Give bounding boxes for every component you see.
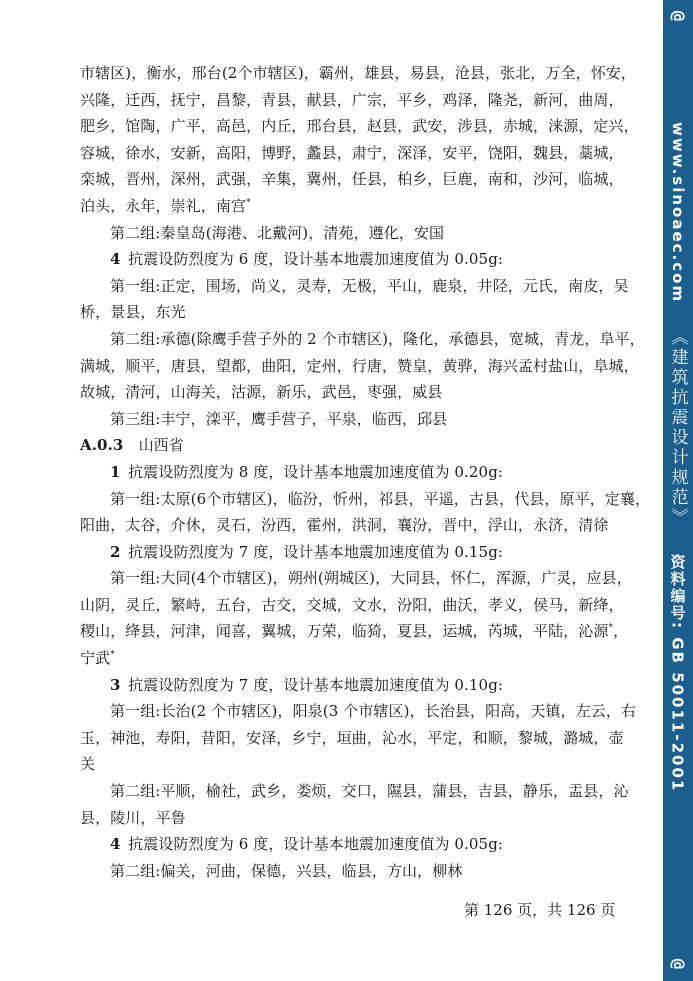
line-text: 抗震设防烈度为 7 度，设计基本地震加速度值为 0.10g: — [128, 675, 504, 694]
text-line — [80, 87, 624, 114]
line-text: 阳曲，太谷，介休，灵石，汾西，霍州，洪洞，襄汾，晋中，浮山，永济，清徐 — [80, 516, 609, 535]
line-text: 泊头，永年，崇礼，南宫 — [80, 196, 247, 215]
item-number: 3 — [110, 675, 121, 694]
text-line — [80, 539, 616, 566]
line-text: 兴隆，迁西，抚宁，昌黎，青县，献县，广宗，平乡，鸡泽，隆尧，新河，曲周， — [80, 90, 624, 109]
line-tail: ， — [613, 622, 629, 641]
document-title: 《建筑抗震设计规范》 — [667, 328, 688, 528]
item-number: A.0.3 — [80, 436, 124, 455]
line-text: 桥，景县，东光 — [80, 303, 186, 322]
line-text: 第二组:秦皇岛(海港、北戴河)，清苑，遵化，安国 — [110, 223, 445, 242]
text-line — [80, 166, 624, 193]
text-line — [80, 193, 616, 220]
item-number: 4 — [110, 250, 121, 269]
text-line — [80, 113, 639, 140]
line-text: 满城，顺平，唐县，望都，曲阳，定州，行唐，赞皇，黄骅，海兴孟村盐山，阜城， — [80, 356, 639, 375]
line-text: 第一组:长治(2 个市辖区)，阳泉(3 个市辖区)，长治县，阳高，天镇，左云，右 — [110, 702, 637, 721]
line-text: 肥乡，馆陶，广平，高邑，内丘，邢台县，赵县，武安，涉县，赤城，涞源，定兴， — [80, 117, 639, 136]
text-line — [80, 60, 637, 87]
text-line — [80, 725, 624, 752]
line-text: 第二组:平顺，榆社，武乡，娄烦，交口，隰县，蒲县，吉县，静乐，盂县，沁 — [110, 782, 629, 801]
page-number: 第 126 页，共 126 页 — [464, 901, 616, 919]
text-line — [80, 140, 624, 167]
line-text: 第二组:承德(除鹰手营子外的 2 个市辖区)，隆化，承德县，宽城，青龙，阜平， — [110, 329, 645, 348]
line-text: 关 — [80, 755, 96, 774]
line-text: 第二组:偏关，河曲，保德，兴县，临县，方山，柳林 — [110, 861, 463, 880]
line-text: 故城，清河，山海关，沽源，新乐，武邑，枣强，威县 — [80, 383, 443, 402]
item-number: 1 — [110, 462, 121, 481]
line-text: 第一组:太原(6个市辖区)，临汾，忻州，祁县，平遥，古县，代县，原平，定襄， — [110, 489, 651, 508]
section-heading — [80, 432, 616, 459]
text-line — [80, 273, 629, 300]
at-sign-top: @ — [668, 10, 688, 22]
item-number: 2 — [110, 542, 121, 561]
text-line — [80, 565, 632, 592]
line-text: 稷山，绛县，河津，闻喜，翼城，万荣，临猗，夏县，运城，芮城，平陆，沁源 — [80, 622, 609, 641]
text-line — [80, 672, 616, 699]
text-line — [80, 805, 616, 832]
line-text: 抗震设防烈度为 6 度，设计基本地震加速度值为 0.05g: — [128, 250, 504, 269]
text-line — [80, 858, 616, 885]
text-line — [80, 698, 637, 725]
line-text: 山阴，灵丘，繁峙，五台，古交，交城，文水，汾阳，曲沃，孝义，侯马，新绛， — [80, 595, 624, 614]
text-line — [80, 406, 616, 433]
text-line — [80, 751, 616, 778]
text-line — [80, 326, 645, 353]
document-body — [80, 60, 651, 884]
line-text: 宁武 — [80, 649, 111, 668]
text-line — [80, 778, 629, 805]
footnote-mark: * — [608, 623, 614, 634]
footnote-mark: * — [246, 197, 251, 208]
text-line — [80, 486, 651, 513]
line-text: 栾城，晋州，深州，武强，辛集，冀州，任县，柏乡，巨鹿，南和，沙河，临城， — [80, 170, 624, 189]
website-url[interactable]: www.sinoaec.com — [669, 122, 687, 304]
text-line — [80, 353, 639, 380]
line-text: 抗震设防烈度为 6 度，设计基本地震加速度值为 0.05g: — [128, 835, 504, 854]
line-text: 容城，徐水，安新，高阳，博野，蠡县，肃宁，深泽，安平，饶阳，魏县，藁城， — [80, 143, 624, 162]
footnote-mark: * — [110, 650, 115, 661]
text-line — [80, 246, 616, 273]
item-number: 4 — [110, 835, 121, 854]
line-text: 第一组:大同(4个市辖区)，朔州(朔城区)，大同县，怀仁，浑源，广灵，应县， — [110, 569, 632, 588]
line-text: 山西省 — [138, 436, 184, 455]
text-line — [80, 831, 616, 858]
text-line — [80, 379, 616, 406]
text-line — [80, 645, 616, 672]
line-text: 市辖区)，衡水，邢台(2个市辖区)，霸州，雄县，易县，沧县，张北，万全，怀安， — [80, 64, 637, 82]
line-text: 第三组:丰宁，滦平，鹰手营子，平泉，临西，邱县 — [110, 409, 448, 428]
text-line — [80, 512, 616, 539]
line-text: 县，陵川，平鲁 — [80, 808, 186, 827]
text-line — [80, 220, 616, 247]
line-text: 抗震设防烈度为 8 度，设计基本地震加速度值为 0.20g: — [128, 462, 504, 481]
line-text: 玉，神池，寿阳，昔阳，安泽，乡宁，垣曲，沁水，平定，和顺，黎城，潞城，壶 — [80, 728, 624, 747]
text-line — [80, 299, 616, 326]
line-text: 第一组:正定，围场，尚义，灵寿，无极，平山，鹿泉，井陉，元氏，南皮，吴 — [110, 276, 629, 295]
text-line — [80, 459, 616, 486]
text-line — [80, 618, 629, 645]
text-line — [80, 592, 624, 619]
at-sign-bottom: @ — [668, 958, 688, 970]
document-code: 资料编号: GB 50011-2001 — [668, 554, 687, 793]
line-text: 抗震设防烈度为 7 度，设计基本地震加速度值为 0.15g: — [128, 542, 504, 561]
sidebar-banner — [663, 0, 693, 981]
